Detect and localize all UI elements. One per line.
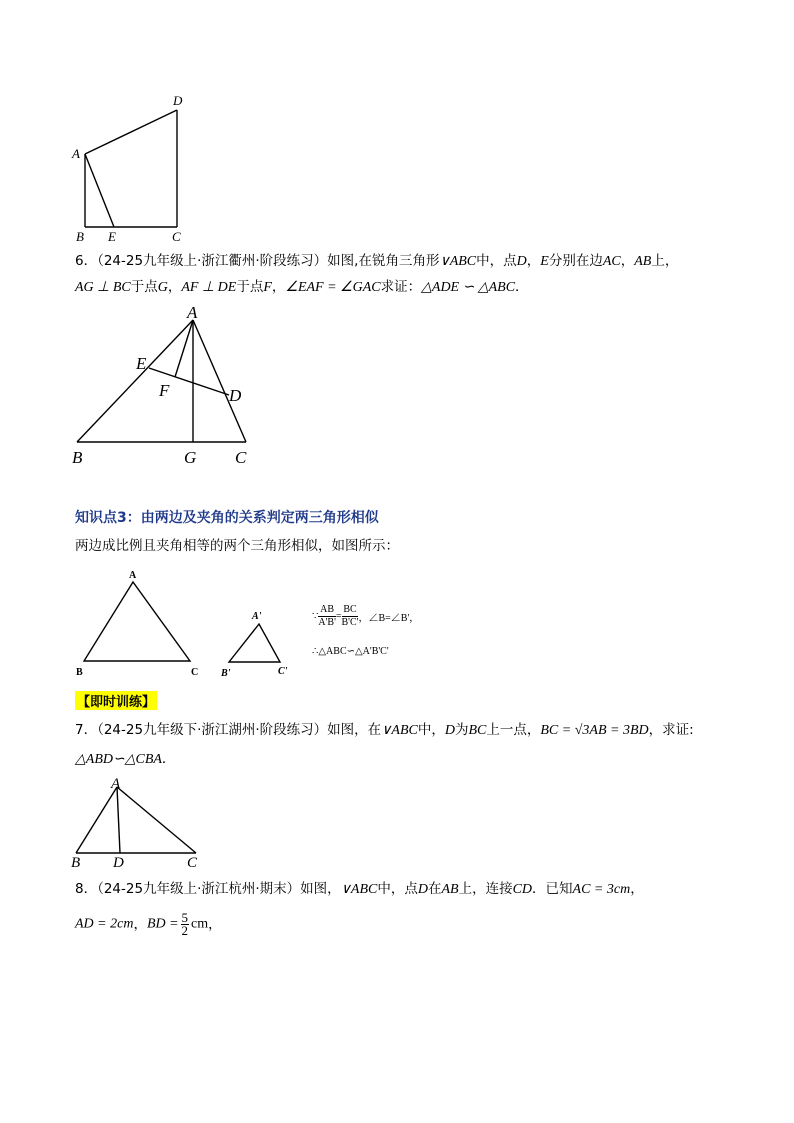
q6-comma4: ， xyxy=(271,279,286,295)
fig6-label-c: C xyxy=(235,448,247,467)
q6-condition-angles: ∠EAF = ∠GAC xyxy=(285,280,381,295)
q6-point-g: G xyxy=(157,280,168,295)
fraction-bc-denominator: B'C' xyxy=(341,617,359,628)
q7-number: 7． xyxy=(75,722,98,738)
formula-because: ∵ xyxy=(312,611,319,622)
q7-period: ． xyxy=(161,751,176,767)
q8-bd-denominator: 2 xyxy=(181,923,189,938)
fig5-label-e: E xyxy=(108,229,116,244)
fraction-ab-numerator: AB xyxy=(320,604,335,615)
tri-a1b1c1-label-c: C' xyxy=(278,666,288,677)
fig5-segment-ae xyxy=(85,154,114,227)
q8-comma: ， xyxy=(630,881,644,897)
training-label: 【即时训练】 xyxy=(75,691,157,710)
q8-triangle: ∨ABC xyxy=(340,882,378,897)
fig5-label-c: C xyxy=(172,229,181,244)
q8-line1 xyxy=(75,879,644,900)
q7-conclusion: △ABD∽△CBA xyxy=(75,752,162,767)
tri-a1b1c1-label-a: A' xyxy=(252,611,262,622)
figure-q6 xyxy=(65,305,265,467)
fig6-label-f: F xyxy=(159,381,170,400)
fig5-label-d: D xyxy=(173,93,183,108)
q8-side-ab: AB xyxy=(441,882,459,897)
fraction-ab-denominator: A'B' xyxy=(318,617,336,628)
tri-a1b1c1-label-b: B' xyxy=(221,668,231,679)
tri-abc-label-c: C xyxy=(191,667,199,678)
triangle-abc-shape xyxy=(84,582,190,661)
q6-source: （24-25九年级上·浙江衢州·阶段练习）如图,在锐角三角形 xyxy=(97,253,440,269)
q8-point-d: D xyxy=(417,882,428,897)
q7-side-bc: BC xyxy=(468,723,487,738)
fig7-label-d: D xyxy=(113,855,124,870)
q6-period: ． xyxy=(515,279,529,295)
formula-angle: ，∠B=∠B'， xyxy=(358,613,420,624)
fig5-segment-ad xyxy=(85,110,177,154)
q6-number: 6． xyxy=(75,253,98,269)
q6-triangle: ∨ABC xyxy=(439,254,477,269)
figure-triangle-a1b1c1 xyxy=(218,608,298,680)
q6-point-e: E xyxy=(540,254,549,269)
q8-text-mid4: ．已知 xyxy=(532,881,573,897)
fig7-label-b: B xyxy=(71,855,81,870)
section-heading: 知识点3：由两边及夹角的关系判定两三角形相似 xyxy=(75,510,379,526)
q7-source: （24-25九年级下·浙江湖州·阶段练习）如图，在 xyxy=(97,722,382,738)
fig6-label-e: E xyxy=(136,354,147,373)
q7-line2 xyxy=(75,749,175,770)
q6-comma1: ， xyxy=(526,253,541,269)
q6-side-ac: AC xyxy=(602,254,621,269)
q8-bd-label: BD = xyxy=(146,916,179,932)
figure-q7 xyxy=(68,775,208,870)
tri-abc-label-a: A xyxy=(129,570,137,581)
q8-segment-cd: CD xyxy=(512,882,533,897)
q7-equation: BC = √3AB = 3BD xyxy=(540,723,649,738)
q6-point-d: D xyxy=(516,254,527,269)
triangle-a1b1c1-shape xyxy=(229,624,280,662)
fig5-label-a: A xyxy=(72,146,80,161)
q6-point-f: F xyxy=(263,280,272,295)
section-description: 两边成比例且夹角相等的两个三角形相似，如图所示： xyxy=(75,538,399,554)
q7-prove: ，求证: xyxy=(648,722,694,738)
formula-therefore: ∴△ABC∽△A'B'C' xyxy=(312,646,389,657)
q7-triangle: ∨ABC xyxy=(381,723,418,738)
figure-triangle-abc xyxy=(70,567,210,682)
q6-side-ab: AB xyxy=(634,254,652,269)
q8-bd-fraction xyxy=(181,912,190,937)
q7-text-mid2: 为 xyxy=(454,722,469,738)
q8-ac-value: AC = 3cm xyxy=(572,882,631,897)
q6-condition-ag-bc: AG ⊥ BC xyxy=(75,280,131,295)
q6-line2 xyxy=(75,277,529,298)
q8-line2 xyxy=(75,912,222,937)
q8-bd-unit: cm xyxy=(191,916,209,932)
q8-bd-numerator: 5 xyxy=(181,910,189,925)
q7-line1 xyxy=(75,720,694,741)
fig6-label-d: D xyxy=(229,386,242,405)
fig6-segment-ab xyxy=(77,320,193,442)
q6-text-mid1: 中，点 xyxy=(476,253,517,269)
figure-q5 xyxy=(70,92,200,244)
q8-source: （24-25九年级上·浙江杭州·期末）如图， xyxy=(97,881,341,897)
q7-text-mid3: 上一点， xyxy=(486,722,541,738)
q8-text-mid3: 上，连接 xyxy=(458,881,513,897)
fig5-label-b: B xyxy=(76,229,84,244)
fraction-ab-a1b1 xyxy=(318,604,336,629)
fraction-bc-b1c1 xyxy=(342,604,359,629)
q8-text-mid2: 在 xyxy=(427,881,442,897)
fig7-label-c: C xyxy=(187,855,198,870)
q6-text-mid2: 分别在边 xyxy=(548,253,603,269)
q6-text-end1: 上， xyxy=(651,253,679,269)
q6-comma2: ， xyxy=(620,253,635,269)
q8-comma3: ， xyxy=(208,916,222,933)
q6-condition-af-de: AF ⊥ DE xyxy=(181,280,237,295)
tri-abc-label-b: B xyxy=(76,667,83,678)
q7-point-d: D xyxy=(444,723,455,738)
formula-equals: = xyxy=(335,611,342,622)
q6-line1 xyxy=(75,251,678,272)
q6-text-mid4: 于点 xyxy=(236,279,264,295)
fig6-segment-ac xyxy=(193,320,246,442)
q6-prove: 求证： xyxy=(380,279,422,295)
q7-text-mid1: 中， xyxy=(417,722,445,738)
similarity-formula xyxy=(312,604,419,629)
q6-conclusion: △ADE ∽ △ABC xyxy=(421,280,516,295)
q8-number: 8． xyxy=(75,881,98,897)
q8-ad-value: AD = 2cm xyxy=(75,916,134,932)
fig7-segment-ac xyxy=(117,787,196,853)
fig6-label-g: G xyxy=(184,448,197,467)
fig7-segment-ad xyxy=(117,787,120,853)
fraction-bc-numerator: BC xyxy=(343,604,357,615)
fig7-label-a: A xyxy=(111,776,121,792)
q6-comma3: ， xyxy=(167,279,182,295)
fig6-label-a: A xyxy=(187,305,198,322)
q8-comma2: ， xyxy=(133,916,147,933)
fig7-segment-ab xyxy=(76,787,117,853)
q6-text-mid3: 于点 xyxy=(130,279,158,295)
fig6-label-b: B xyxy=(72,448,83,467)
q8-text-mid1: 中，点 xyxy=(377,881,418,897)
